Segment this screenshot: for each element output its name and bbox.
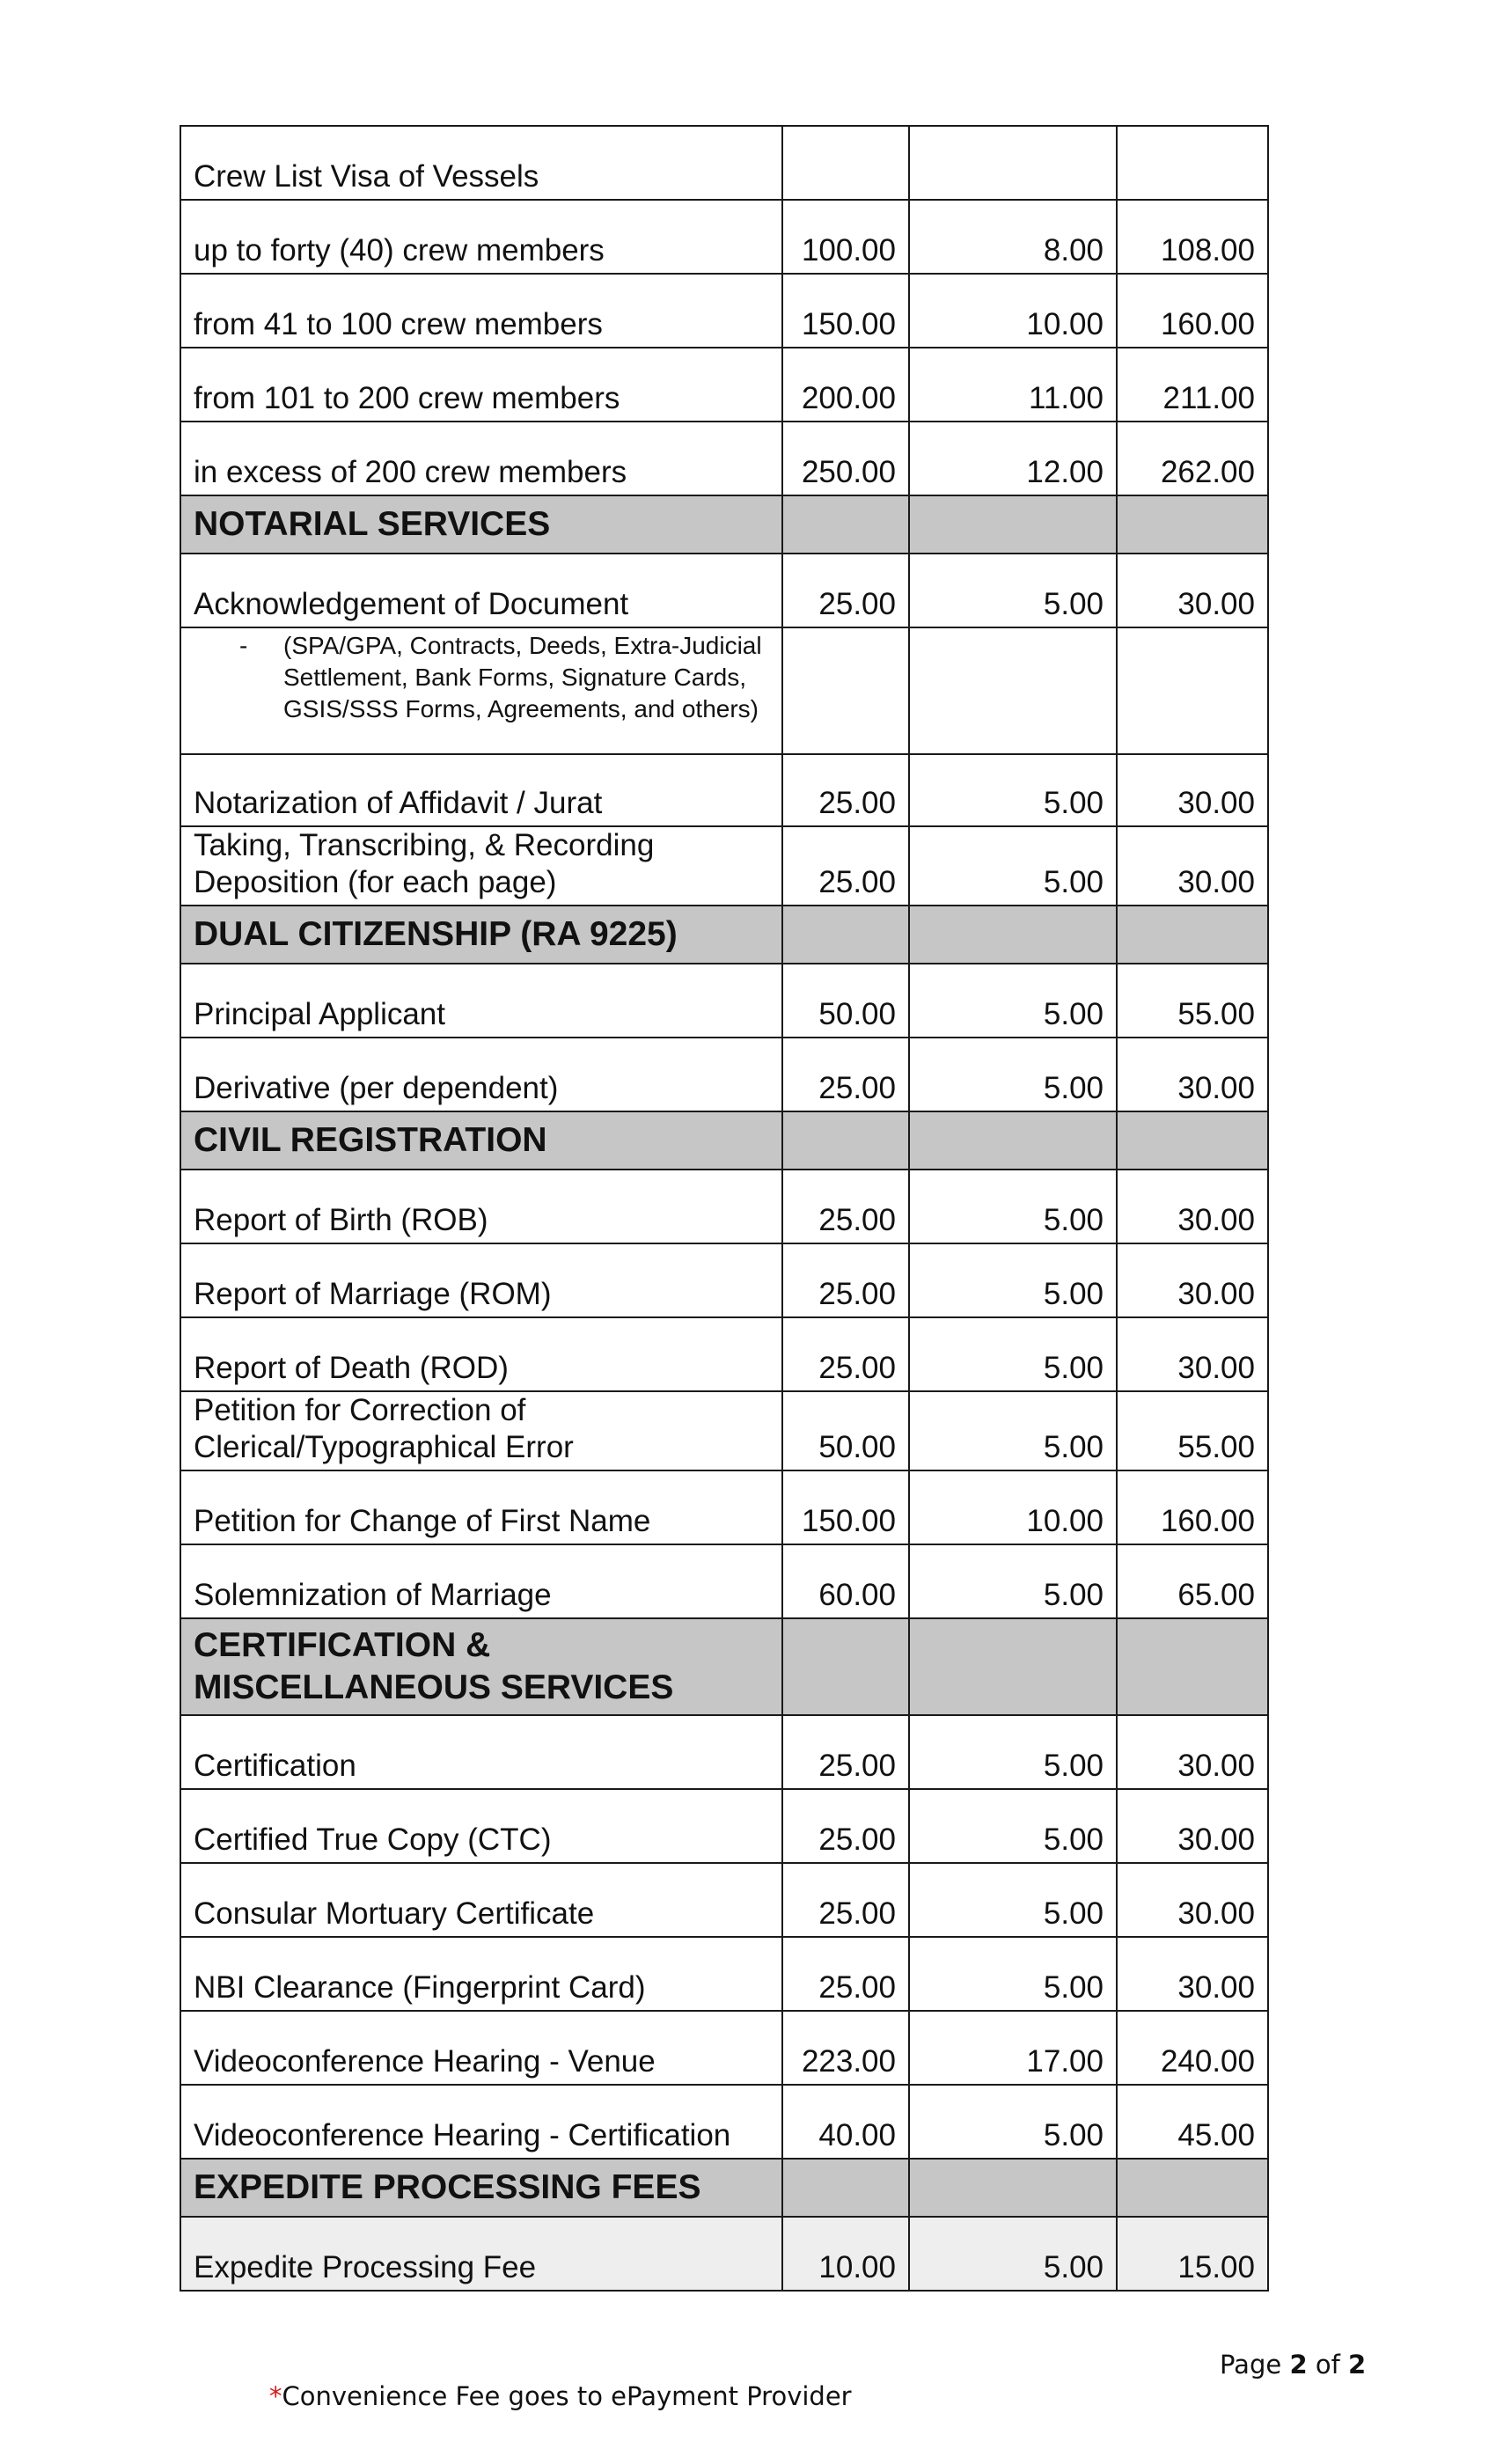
page-number-middle: of [1307, 2350, 1349, 2380]
total-cell: 30.00 [1117, 754, 1268, 826]
note-text: (SPA/GPA, Contracts, Deeds, Extra-Judicial Settlement, Bank Forms, Signature Cards, GSIS/SSS Forms, Agreements, and others) [283, 632, 762, 722]
fee-cell [782, 627, 909, 754]
fee-cell: 25.00 [782, 1715, 909, 1789]
service-row [180, 422, 1268, 495]
service-row [180, 2085, 1268, 2159]
fee-cell: 25.00 [782, 1170, 909, 1243]
section-title: EXPEDITE PROCESSING FEES [180, 2159, 782, 2217]
page-number [1220, 2350, 1366, 2380]
note-bullet-dash: - [239, 632, 248, 659]
convenience-fee-cell [909, 2159, 1117, 2217]
service-description: Petition for Correction of Clerical/Typographical Error [180, 1391, 782, 1470]
convenience-fee-cell: 5.00 [909, 2085, 1117, 2159]
total-cell: 30.00 [1117, 1789, 1268, 1863]
note-row [180, 627, 1268, 754]
total-cell: 160.00 [1117, 1470, 1268, 1544]
service-row [180, 2011, 1268, 2085]
page-number-current: 2 [1289, 2350, 1308, 2380]
section-header-row [180, 1618, 1268, 1715]
service-row [180, 348, 1268, 422]
service-description: from 41 to 100 crew members [180, 274, 782, 348]
note-cell [180, 627, 782, 754]
convenience-fee-cell: 5.00 [909, 754, 1117, 826]
fee-cell [782, 906, 909, 964]
service-row [180, 1038, 1268, 1111]
fee-cell: 200.00 [782, 348, 909, 422]
total-cell: 15.00 [1117, 2217, 1268, 2291]
fee-cell: 100.00 [782, 200, 909, 274]
fee-cell: 60.00 [782, 1544, 909, 1618]
service-description: Certification [180, 1715, 782, 1789]
convenience-fee-cell: 5.00 [909, 1863, 1117, 1937]
service-row [180, 1243, 1268, 1317]
convenience-fee-cell: 10.00 [909, 1470, 1117, 1544]
convenience-fee-cell [909, 126, 1117, 200]
fee-cell [782, 495, 909, 554]
service-row [180, 2217, 1268, 2291]
convenience-fee-cell [909, 1111, 1117, 1170]
convenience-fee-cell: 5.00 [909, 1715, 1117, 1789]
fee-cell [782, 1111, 909, 1170]
convenience-fee-cell [909, 627, 1117, 754]
footnote-text: Convenience Fee goes to ePayment Provider [282, 2381, 852, 2411]
service-description: Derivative (per dependent) [180, 1038, 782, 1111]
total-cell [1117, 495, 1268, 554]
service-description: Solemnization of Marriage [180, 1544, 782, 1618]
service-description: NBI Clearance (Fingerprint Card) [180, 1937, 782, 2011]
total-cell: 30.00 [1117, 1937, 1268, 2011]
service-description: Acknowledgement of Document [180, 554, 782, 627]
convenience-fee-cell: 5.00 [909, 1243, 1117, 1317]
total-cell: 30.00 [1117, 1715, 1268, 1789]
convenience-fee-cell: 10.00 [909, 274, 1117, 348]
total-cell: 30.00 [1117, 1170, 1268, 1243]
service-description: from 101 to 200 crew members [180, 348, 782, 422]
convenience-fee-cell: 5.00 [909, 1038, 1117, 1111]
service-description: Report of Death (ROD) [180, 1317, 782, 1391]
total-cell [1117, 2159, 1268, 2217]
total-cell: 240.00 [1117, 2011, 1268, 2085]
fee-cell: 25.00 [782, 826, 909, 906]
convenience-fee-cell: 5.00 [909, 1170, 1117, 1243]
section-header-row [180, 495, 1268, 554]
total-cell: 30.00 [1117, 1863, 1268, 1937]
section-title: DUAL CITIZENSHIP (RA 9225) [180, 906, 782, 964]
fee-cell: 25.00 [782, 1243, 909, 1317]
total-cell [1117, 627, 1268, 754]
section-header-row [180, 906, 1268, 964]
service-description: Videoconference Hearing - Certification [180, 2085, 782, 2159]
service-description: Certified True Copy (CTC) [180, 1789, 782, 1863]
convenience-fee-cell: 17.00 [909, 2011, 1117, 2085]
service-row [180, 1317, 1268, 1391]
service-row [180, 1789, 1268, 1863]
service-description: Petition for Change of First Name [180, 1470, 782, 1544]
fee-cell: 150.00 [782, 1470, 909, 1544]
total-cell: 30.00 [1117, 1038, 1268, 1111]
total-cell: 30.00 [1117, 826, 1268, 906]
total-cell [1117, 906, 1268, 964]
fee-cell: 25.00 [782, 1317, 909, 1391]
convenience-fee-cell: 5.00 [909, 964, 1117, 1038]
service-row [180, 1470, 1268, 1544]
fee-cell: 25.00 [782, 1863, 909, 1937]
fee-schedule-table [180, 125, 1269, 2292]
convenience-fee-cell: 5.00 [909, 1391, 1117, 1470]
convenience-fee-cell [909, 495, 1117, 554]
service-row [180, 1937, 1268, 2011]
section-header-row [180, 1111, 1268, 1170]
service-row [180, 554, 1268, 627]
fee-cell: 250.00 [782, 422, 909, 495]
fee-table-body [180, 126, 1268, 2291]
service-description: Expedite Processing Fee [180, 2217, 782, 2291]
total-cell: 108.00 [1117, 200, 1268, 274]
page-number-total: 2 [1348, 2350, 1367, 2380]
convenience-fee-cell: 5.00 [909, 826, 1117, 906]
convenience-fee-cell: 5.00 [909, 2217, 1117, 2291]
service-row [180, 126, 1268, 200]
convenience-fee-cell [909, 1618, 1117, 1715]
convenience-fee-cell: 5.00 [909, 1544, 1117, 1618]
service-description: Report of Marriage (ROM) [180, 1243, 782, 1317]
convenience-fee-cell: 5.00 [909, 1317, 1117, 1391]
service-description: Videoconference Hearing - Venue [180, 2011, 782, 2085]
service-description: Consular Mortuary Certificate [180, 1863, 782, 1937]
service-description: Crew List Visa of Vessels [180, 126, 782, 200]
fee-cell: 223.00 [782, 2011, 909, 2085]
fee-cell: 25.00 [782, 754, 909, 826]
total-cell: 160.00 [1117, 274, 1268, 348]
footnote-asterisk: * [269, 2381, 282, 2411]
convenience-fee-cell: 5.00 [909, 554, 1117, 627]
service-row [180, 1863, 1268, 1937]
convenience-fee-cell: 11.00 [909, 348, 1117, 422]
fee-cell: 50.00 [782, 964, 909, 1038]
fee-cell [782, 1618, 909, 1715]
fee-cell: 25.00 [782, 1038, 909, 1111]
service-row [180, 826, 1268, 906]
service-description: Report of Birth (ROB) [180, 1170, 782, 1243]
service-description: in excess of 200 crew members [180, 422, 782, 495]
section-title: CIVIL REGISTRATION [180, 1111, 782, 1170]
total-cell [1117, 126, 1268, 200]
section-header-row [180, 2159, 1268, 2217]
service-row [180, 964, 1268, 1038]
fee-cell: 25.00 [782, 554, 909, 627]
total-cell: 262.00 [1117, 422, 1268, 495]
service-description: up to forty (40) crew members [180, 200, 782, 274]
fee-cell: 40.00 [782, 2085, 909, 2159]
fee-cell: 25.00 [782, 1789, 909, 1863]
total-cell: 55.00 [1117, 1391, 1268, 1470]
fee-cell: 25.00 [782, 1937, 909, 2011]
service-row [180, 1391, 1268, 1470]
convenience-fee-cell: 5.00 [909, 1789, 1117, 1863]
total-cell: 45.00 [1117, 2085, 1268, 2159]
section-title: CERTIFICATION & MISCELLANEOUS SERVICES [180, 1618, 782, 1715]
fee-cell: 10.00 [782, 2217, 909, 2291]
convenience-fee-cell: 5.00 [909, 1937, 1117, 2011]
convenience-fee-cell: 12.00 [909, 422, 1117, 495]
page-number-prefix: Page [1220, 2350, 1290, 2380]
section-title: NOTARIAL SERVICES [180, 495, 782, 554]
convenience-fee-cell: 8.00 [909, 200, 1117, 274]
note-text-block [194, 630, 769, 725]
service-row [180, 1715, 1268, 1789]
service-row [180, 1544, 1268, 1618]
total-cell: 55.00 [1117, 964, 1268, 1038]
total-cell: 211.00 [1117, 348, 1268, 422]
total-cell: 65.00 [1117, 1544, 1268, 1618]
service-row [180, 274, 1268, 348]
total-cell: 30.00 [1117, 1243, 1268, 1317]
total-cell [1117, 1111, 1268, 1170]
total-cell: 30.00 [1117, 554, 1268, 627]
service-description: Taking, Transcribing, & Recording Deposition (for each page) [180, 826, 782, 906]
service-description: Principal Applicant [180, 964, 782, 1038]
fee-cell [782, 126, 909, 200]
service-row [180, 200, 1268, 274]
service-description: Notarization of Affidavit / Jurat [180, 754, 782, 826]
fee-cell: 50.00 [782, 1391, 909, 1470]
service-row [180, 754, 1268, 826]
fee-cell [782, 2159, 909, 2217]
total-cell: 30.00 [1117, 1317, 1268, 1391]
convenience-fee-cell [909, 906, 1117, 964]
fee-cell: 150.00 [782, 274, 909, 348]
footnote [269, 2381, 852, 2411]
service-row [180, 1170, 1268, 1243]
total-cell [1117, 1618, 1268, 1715]
